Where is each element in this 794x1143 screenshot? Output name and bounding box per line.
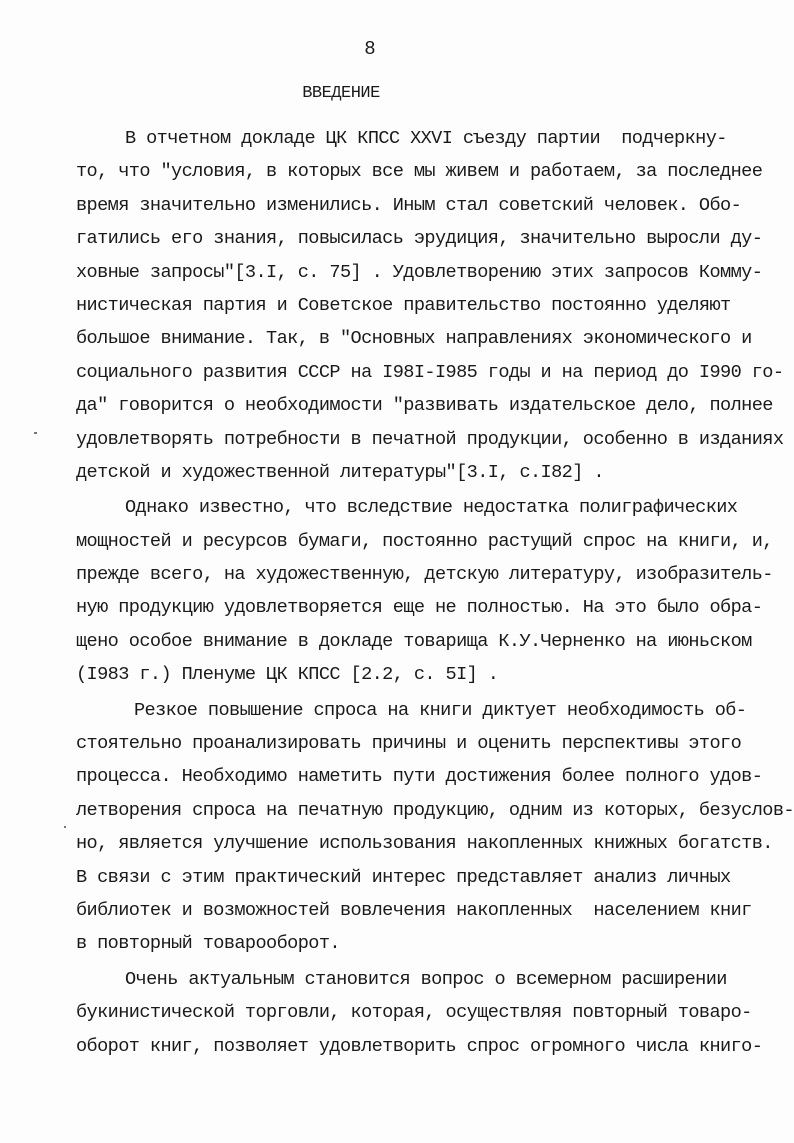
text-line: летворения спроса на печатную продукцию, одним из которых, безуслов-: [76, 799, 794, 821]
text-line: мощностей и ресурсов бумаги, постоянно растущий спрос на книги, и,: [76, 530, 773, 552]
text-line: оборот книг, позволяет удовлетворить спрос огромного числа книго-: [76, 1035, 763, 1057]
text-line: В отчетном докладе ЦК КПСС ХХVI съезду партии подчеркну-: [125, 128, 727, 149]
text-line: удовлетворять потребности в печатной продукции, особенно в изданиях: [76, 428, 784, 450]
text-line: ную продукцию удовлетворяется еще не полностью. На это было обра-: [76, 597, 763, 619]
text-line: прежде всего, на художественную, детскую литературу, изобразитель-: [76, 564, 773, 586]
text-line: ховные запросы"[3.I, с. 75] . Удовлетворению этих запросов Комму-: [76, 261, 763, 283]
page-number: 8: [364, 38, 376, 60]
text-line: гатились его знания, повысилась эрудиция, значительно выросли ду-: [76, 228, 763, 250]
text-line: библиотек и возможностей вовлечения накопленных населением книг: [76, 899, 752, 921]
text-line: время значительно изменились. Иным стал советский человек. Обо-: [76, 194, 742, 216]
text-line: но, является улучшение использования накопленных книжных богатств.: [76, 833, 773, 855]
scan-speck: [34, 432, 37, 434]
paragraph-4: [76, 963, 766, 1063]
document-body: [76, 122, 794, 1063]
paragraph-1: [76, 122, 784, 489]
text-line: нистическая партия и Советское правительство постоянно уделяют: [76, 294, 731, 316]
paragraph-2: [76, 491, 773, 691]
section-heading: ВВЕДЕНИЕ: [302, 84, 380, 103]
text-line: Резкое повышение спроса на книги диктует необходимость об-: [134, 699, 747, 721]
text-line: стоятельно проанализировать причины и оценить перспективы этого: [76, 733, 742, 755]
text-line: то, что "условия, в которых все мы живем и работаем, за последнее: [76, 161, 763, 183]
text-line: большое внимание. Так, в "Основных направлениях экономического и: [76, 328, 752, 350]
text-line: в повторный товарооборот.: [76, 933, 340, 955]
scan-speck: [64, 826, 66, 828]
text-line: Очень актуальным становится вопрос о всемерном расширении: [125, 968, 727, 990]
text-line: букинистической торговли, которая, осуществляя повторный товаро-: [76, 1002, 752, 1024]
text-line: процесса. Необходимо наметить пути достижения более полного удов-: [76, 766, 763, 788]
text-line: детской и художественной литературы"[3.I, с.I82] .: [76, 461, 604, 483]
text-line: (I983 г.) Пленуме ЦК КПСС [2.2, с. 5I] .: [76, 664, 499, 686]
text-line: Однако известно, что вследствие недостатка полиграфических: [125, 497, 738, 519]
text-line: В связи с этим практический интерес представляет анализ личных: [76, 866, 731, 888]
text-line: да" говорится о необходимости "развивать издательское дело, полнее: [76, 395, 773, 417]
paragraph-3: [76, 694, 794, 961]
text-line: щено особое внимание в докладе товарища К.У.Черненко на июньском: [76, 630, 752, 652]
text-line: социального развития СССР на I98I-I985 годы и на период до I990 го-: [76, 361, 784, 383]
